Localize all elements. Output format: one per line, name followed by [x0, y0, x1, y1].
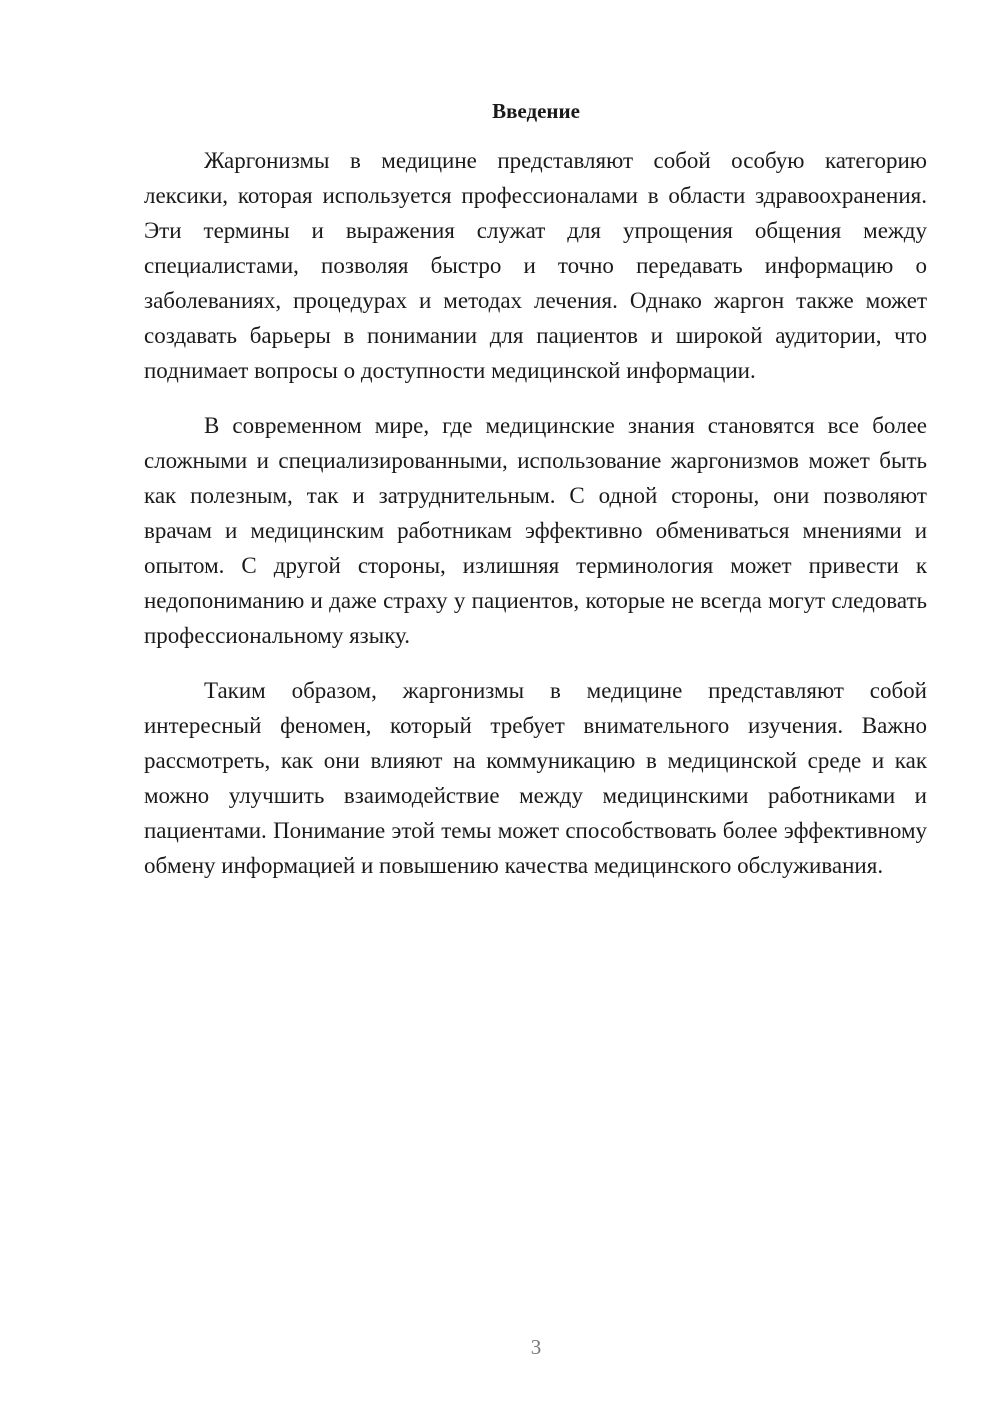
paragraph-1: Жаргонизмы в медицине представляют собой особую категорию лексики, которая используется профессионалами в области здравоохранения. Эти термины и выражения служат для упрощения общения между специалистами, позволяя быстро и точно передавать информацию о заболеваниях, процедурах и методах лечения. Однако жаргон также может создавать барьеры в понимании для пациентов и широкой аудитории, что поднимает вопросы о доступности медицинской информации.	[144, 148, 927, 383]
paragraph-2: В современном мире, где медицинские знания становятся все более сложными и специализированными, использование жаргонизмов может быть как полезным, так и затруднительным. С одной стороны, они позволяют врачам и медицинским работникам эффективно обмениваться мнениями и опытом. С другой стороны, излишняя терминология может привести к недопониманию и даже страху у пациентов, которые не всегда могут следовать профессиональному языку.	[144, 413, 927, 648]
paragraph-3: Таким образом, жаргонизмы в медицине представляют собой интересный феномен, который требует внимательного изучения. Важно рассмотреть, как они влияют на коммуникацию в медицинской среде и как можно улучшить взаимодействие между медицинскими работниками и пациентами. Понимание этой темы может способствовать более эффективному обмену информацией и повышению качества медицинского обслуживания.	[144, 678, 927, 878]
body-text	[144, 143, 927, 903]
page-number: 3	[530, 1335, 542, 1359]
section-title: Введение	[492, 99, 580, 123]
